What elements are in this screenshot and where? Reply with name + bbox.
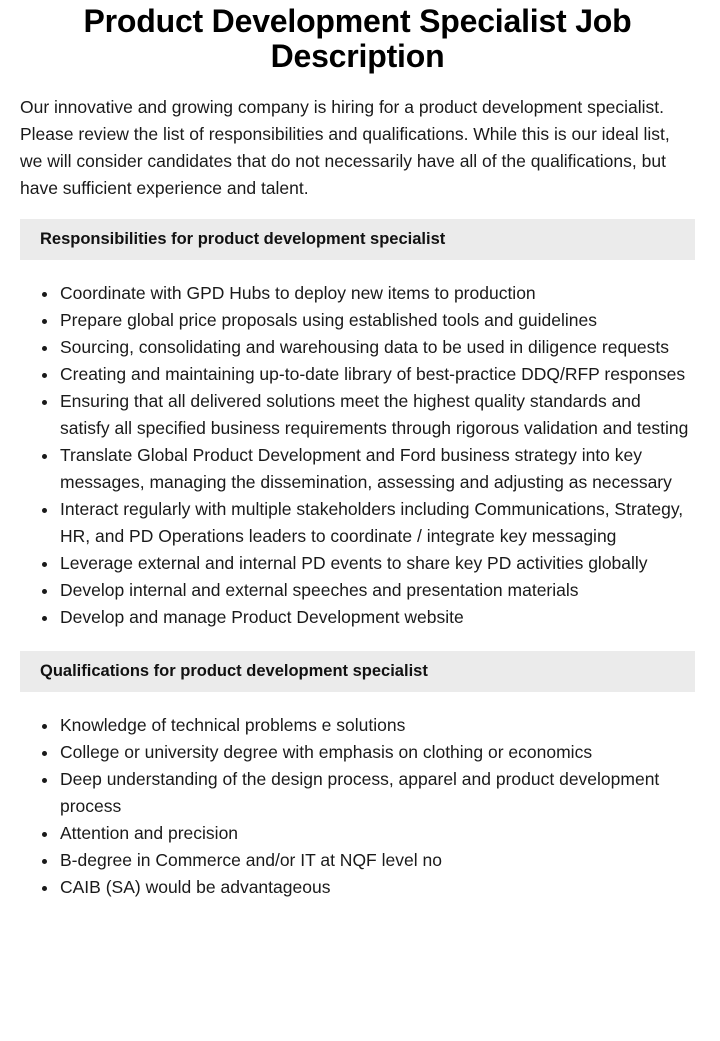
list-item bbox=[20, 604, 695, 631]
bullet-icon bbox=[42, 454, 47, 459]
list-item bbox=[20, 442, 695, 496]
list-item bbox=[20, 361, 695, 388]
intro-paragraph: Our innovative and growing company is hiring for a product development specialist. Please review the list of responsibilities and qualifications. While this is our ideal list, we will consider candidates that do not necessarily have all of the qualifications, but have sufficient experience and talent. bbox=[20, 97, 670, 198]
bullet-icon bbox=[42, 562, 47, 567]
list-item-text: Develop and manage Product Development website bbox=[60, 607, 464, 627]
bullet-icon bbox=[42, 778, 47, 783]
list-item-text: Knowledge of technical problems e solutions bbox=[60, 715, 406, 735]
list-item-text: Prepare global price proposals using established tools and guidelines bbox=[60, 310, 598, 330]
list-item-text: CAIB (SA) would be advantageous bbox=[60, 877, 331, 897]
list-item-text: Leverage external and internal PD events to share key PD activities globally bbox=[60, 553, 648, 573]
list-item bbox=[20, 739, 695, 766]
list-item bbox=[20, 874, 695, 901]
job-description-page bbox=[0, 4, 720, 901]
bullet-icon bbox=[42, 589, 47, 594]
list-item bbox=[20, 847, 695, 874]
bullet-icon bbox=[42, 832, 47, 837]
list-item-text: Ensuring that all delivered solutions meet the highest quality standards and satisfy all specified business requirements through rigorous validation and testing bbox=[60, 391, 689, 438]
list-item-text: B-degree in Commerce and/or IT at NQF level no bbox=[60, 850, 442, 870]
bullet-icon bbox=[42, 292, 47, 297]
bullet-icon bbox=[42, 319, 47, 324]
list-item-text: Sourcing, consolidating and warehousing data to be used in diligence requests bbox=[60, 337, 670, 357]
responsibilities-heading: Responsibilities for product development specialist bbox=[20, 219, 695, 260]
list-item-text: College or university degree with emphasis on clothing or economics bbox=[60, 742, 593, 762]
bullet-icon bbox=[42, 616, 47, 621]
list-item-text: Creating and maintaining up-to-date library of best-practice DDQ/RFP responses bbox=[60, 364, 686, 384]
list-item bbox=[20, 307, 695, 334]
list-item bbox=[20, 334, 695, 361]
list-item-text: Interact regularly with multiple stakeholders including Communications, Strategy, HR, and PD Operations leaders to coordinate / integrate key messaging bbox=[60, 499, 684, 546]
bullet-icon bbox=[42, 724, 47, 729]
qualifications-list bbox=[20, 712, 695, 901]
list-item bbox=[20, 820, 695, 847]
list-item-text: Deep understanding of the design process, apparel and product development process bbox=[60, 769, 660, 816]
list-item-text: Develop internal and external speeches and presentation materials bbox=[60, 580, 579, 600]
responsibilities-list bbox=[20, 280, 695, 631]
list-item-text: Attention and precision bbox=[60, 823, 239, 843]
page-title: Product Development Specialist Job Description bbox=[83, 3, 632, 74]
list-item bbox=[20, 766, 695, 820]
bullet-icon bbox=[42, 886, 47, 891]
bullet-icon bbox=[42, 859, 47, 864]
list-item bbox=[20, 496, 695, 550]
list-item-text: Coordinate with GPD Hubs to deploy new items to production bbox=[60, 283, 536, 303]
qualifications-heading: Qualifications for product development specialist bbox=[20, 651, 695, 692]
list-item bbox=[20, 577, 695, 604]
bullet-icon bbox=[42, 373, 47, 378]
bullet-icon bbox=[42, 751, 47, 756]
list-item-text: Translate Global Product Development and Ford business strategy into key messages, managing the dissemination, assessing and adjusting as necessary bbox=[60, 445, 672, 492]
bullet-icon bbox=[42, 400, 47, 405]
bullet-icon bbox=[42, 346, 47, 351]
bullet-icon bbox=[42, 508, 47, 513]
list-item bbox=[20, 280, 695, 307]
list-item bbox=[20, 388, 695, 442]
list-item bbox=[20, 550, 695, 577]
list-item bbox=[20, 712, 695, 739]
